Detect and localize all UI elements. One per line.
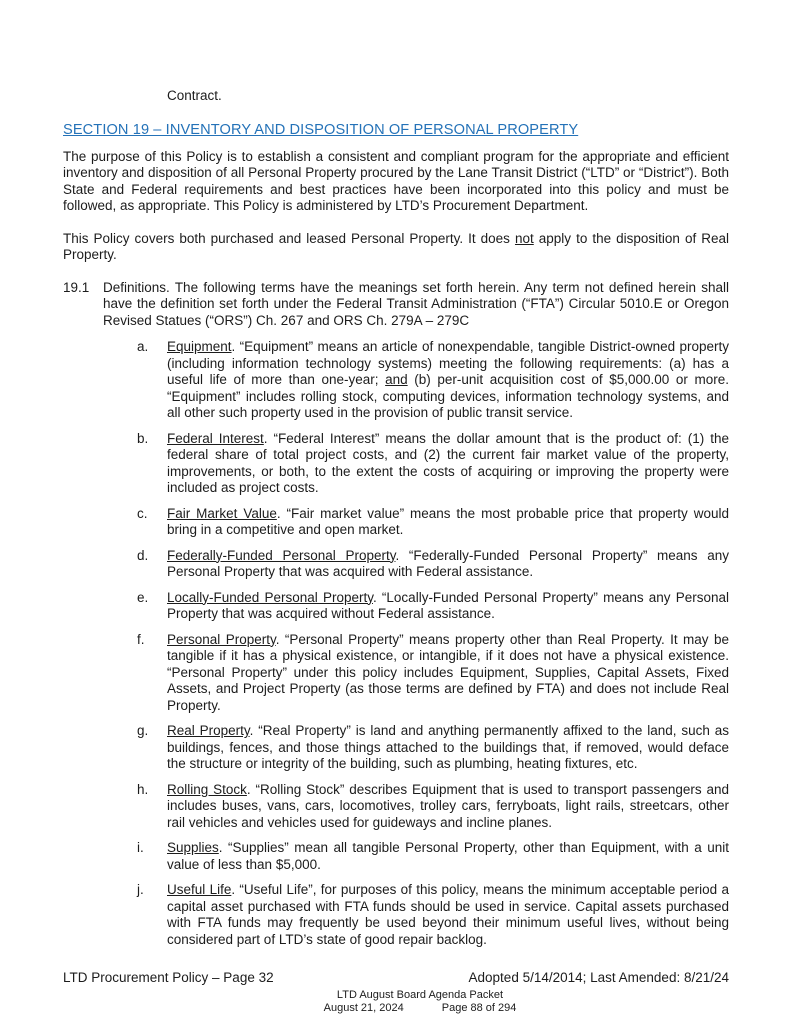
definition-term: Locally-Funded Personal Property bbox=[167, 589, 373, 605]
definition-text: . “Useful Life”, for purposes of this policy, means the minimum acceptable period a capital asset purchased with FTA funds should be used in service. Capital assets purchased with FTA funds may frequently be used beyond their minimum useful lives, without being considered part of LTD’s state of good repair backlog. bbox=[167, 882, 729, 947]
purpose-paragraph: The purpose of this Policy is to establish a consistent and compliant program for the appropriate and efficient inventory and disposition of all Personal Property procured by the Lane Transit District (“LTD” or “District”). Both State and Federal requirements and best practices have been incorporated into this policy and must be followed, as appropriate. This Policy is administered by LTD’s Procurement Department. bbox=[63, 148, 729, 213]
definition-item-federal-interest bbox=[137, 431, 729, 497]
contract-continuation-line: Contract. bbox=[167, 88, 222, 103]
coverage-emphasis-not: not bbox=[514, 230, 534, 246]
definition-term: Equipment bbox=[167, 339, 232, 354]
definition-text: . “Rolling Stock” describes Equipment that is used to transport passengers and includes buses, vans, cars, locomotives, trolley cars, ferryboats, light rails, streetcars, other rail vehicles and vehicles used for guideways and incline planes. bbox=[167, 781, 729, 830]
definition-item-supplies bbox=[137, 840, 729, 873]
coverage-text-post: apply to the disposition of Real Property. bbox=[63, 230, 729, 262]
definition-letter: j. bbox=[137, 882, 144, 897]
definition-letter: e. bbox=[137, 589, 149, 605]
definition-body bbox=[167, 339, 729, 422]
definition-body bbox=[167, 782, 729, 832]
document-content bbox=[63, 88, 729, 957]
footer-doc-title: LTD Procurement Policy – Page 32 bbox=[63, 970, 274, 985]
definition-item-fair-market-value bbox=[137, 506, 729, 539]
definition-body bbox=[167, 632, 729, 715]
definition-letter: b. bbox=[137, 430, 149, 446]
definition-letter: d. bbox=[137, 547, 149, 563]
definition-text-post: (b) per-unit acquisition cost of $5,000.00 or more. “Equipment” includes rolling stock, computing devices, information technology systems, and all other such property used in the provision of public transit service. bbox=[167, 372, 729, 420]
definition-item-equipment bbox=[137, 339, 729, 422]
agenda-packet-page: Page 88 of 294 bbox=[441, 1002, 517, 1014]
definition-letter: c. bbox=[137, 505, 148, 521]
agenda-packet-meta bbox=[40, 1002, 800, 1015]
definition-emphasis: and bbox=[385, 372, 408, 387]
definition-term: Federally-Funded Personal Property bbox=[167, 547, 396, 563]
definition-term: Supplies bbox=[167, 840, 219, 855]
agenda-packet-date: August 21, 2024 bbox=[323, 1002, 404, 1014]
definition-letter: g. bbox=[137, 723, 149, 738]
definitions-intro-text: Definitions. The following terms have the meanings set forth herein. Any term not defined herein shall have the definition set forth under the Federal Transit Administration (“FTA”) Circular 5010.E or Oregon Revised Statues (“ORS”) Ch. 267 and ORS Ch. 279A – 279C bbox=[103, 279, 729, 328]
definition-term: Federal Interest bbox=[167, 430, 264, 446]
definition-text: . “Federal Interest” means the dollar amount that is the product of: (1) the federal share of total project costs, and (2) the current fair market value of the property, improvements, or both, to the extent the costs of acquiring or improving the property were included as project costs. bbox=[167, 430, 730, 495]
definition-body bbox=[167, 723, 729, 773]
definition-item-personal-property bbox=[137, 632, 729, 715]
definition-letter: f. bbox=[137, 631, 145, 647]
definition-letter: a. bbox=[137, 339, 149, 354]
definition-item-federally-funded bbox=[137, 548, 729, 581]
definitions-intro-item bbox=[63, 280, 729, 330]
definition-item-rolling-stock bbox=[137, 782, 729, 832]
definition-text: . “Equipment” means an article of nonexpendable, tangible District-owned property (including information technology systems) meeting the following requirements: (a) has a useful life of more than one-year; bbox=[167, 339, 729, 387]
definition-letter: i. bbox=[137, 840, 144, 855]
coverage-paragraph bbox=[63, 231, 729, 264]
definition-body bbox=[167, 840, 729, 873]
section-19-heading: SECTION 19 – INVENTORY AND DISPOSITION OF PERSONAL PROPERTY bbox=[63, 121, 579, 138]
definition-term: Rolling Stock bbox=[167, 781, 247, 797]
definitions-intro-number: 19.1 bbox=[63, 279, 90, 295]
definition-text: . “Supplies” mean all tangible Personal Property, other than Equipment, with a unit value of less than $5,000. bbox=[167, 840, 729, 872]
definition-text: . “Locally-Funded Personal Property” means any Personal Property that was acquired without Federal assistance. bbox=[167, 589, 730, 621]
definition-body bbox=[167, 548, 729, 581]
footer bbox=[63, 970, 729, 987]
definition-item-real-property bbox=[137, 723, 729, 773]
definition-term: Personal Property bbox=[167, 631, 276, 647]
footer-adopted-amended: Adopted 5/14/2014; Last Amended: 8/21/24 bbox=[468, 970, 729, 985]
definition-term: Real Property bbox=[167, 723, 250, 738]
definition-body bbox=[167, 882, 729, 948]
definition-text: . “Federally-Funded Personal Property” means any Personal Property that was acquired with Federal assistance. bbox=[167, 547, 730, 579]
agenda-packet-line: LTD August Board Agenda Packet bbox=[336, 989, 504, 1001]
definition-term: Useful Life bbox=[167, 882, 232, 897]
definition-item-locally-funded bbox=[137, 590, 729, 623]
definition-letter: h. bbox=[137, 781, 149, 797]
definition-text: . “Real Property” is land and anything permanently affixed to the land, such as buildings, fences, and those things attached to the buildings that, if removed, would deface the structure or integrity of the building, such as plumbing, heating fixtures, etc. bbox=[167, 723, 729, 771]
definition-term: Fair Market Value bbox=[167, 505, 277, 521]
coverage-text-pre: This Policy covers both purchased and leased Personal Property. It does bbox=[63, 230, 515, 246]
definition-item-useful-life bbox=[137, 882, 729, 948]
definition-body bbox=[167, 431, 729, 497]
definition-body bbox=[167, 590, 729, 623]
definition-text: . “Personal Property” means property other than Real Property. It may be tangible if it has a physical existence, or intangible, if it does not have a physical existence. “Personal Property” under this policy includes Equipment, Supplies, Capital Assets, Fixed Assets, and Project Property (as those terms are defined by FTA) and does not include Real Property. bbox=[167, 631, 729, 713]
definition-text: . “Fair market value” means the most probable price that property would bring in a competitive and open market. bbox=[167, 505, 729, 537]
definition-body bbox=[167, 506, 729, 539]
